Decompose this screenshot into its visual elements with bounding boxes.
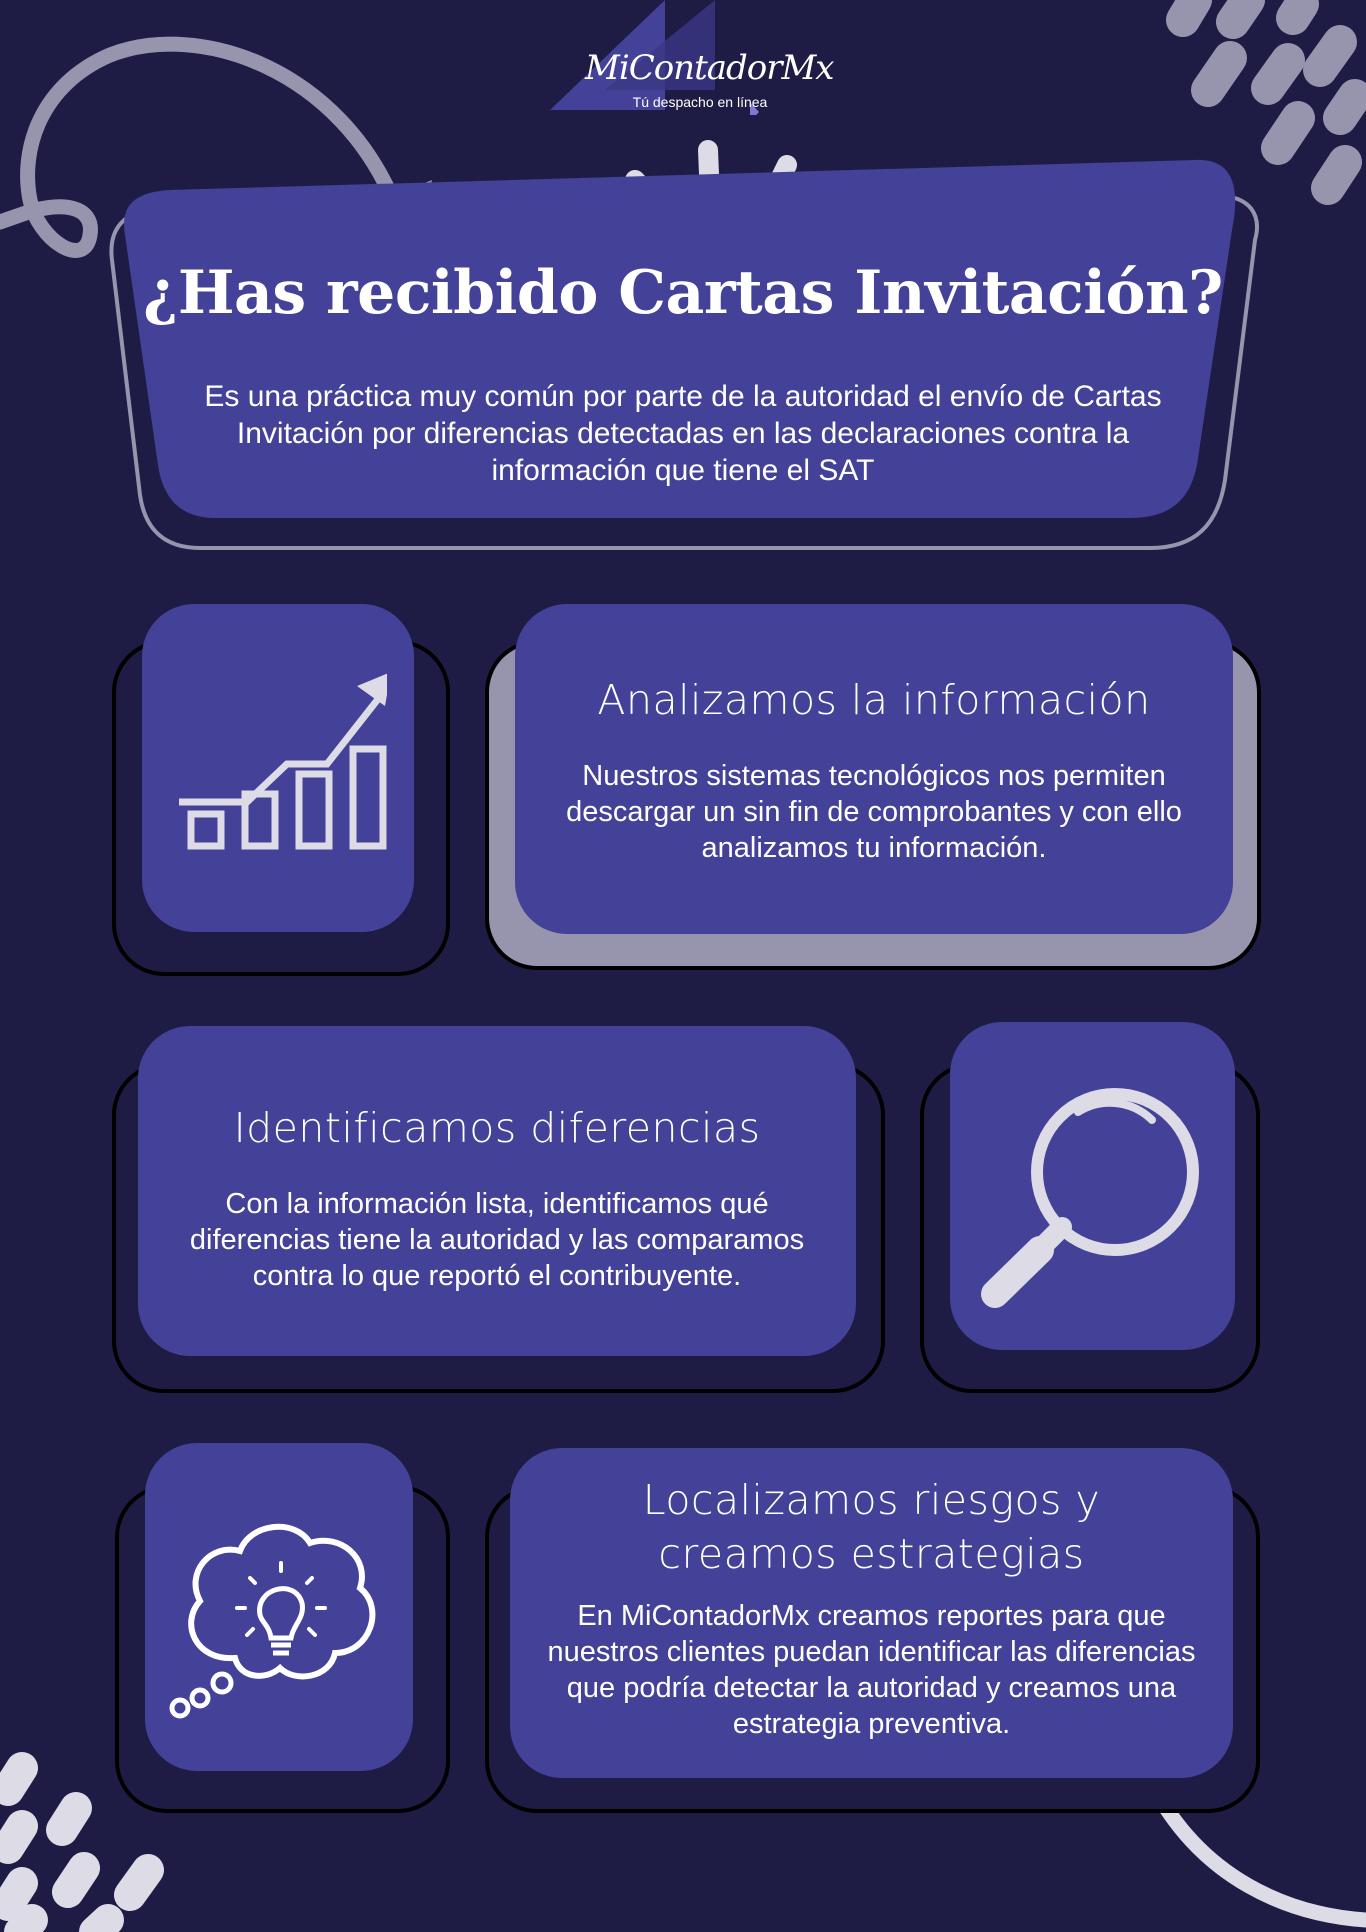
lightbulb-idea-icon — [165, 1503, 395, 1733]
step2-description: Con la información lista, identificamos qué diferencias tiene la autoridad y las comparamos contra lo que reportó el contribuyente. — [189, 1188, 805, 1292]
step3-description: En MiContadorMx creamos reportes para que nuestros clientes puedan identificar las diferencias que podría detectar la autoridad y creamos una estrategia preventiva. — [547, 1600, 1196, 1740]
step1-description: Nuestros sistemas tecnológicos nos permiten descargar un sin fin de comprobantes y con ello analizamos tu información. — [566, 760, 1182, 864]
step1-title: Analizamos la información — [597, 676, 1151, 724]
growth-chart-icon — [177, 664, 387, 864]
magnifying-glass-icon — [970, 1062, 1220, 1312]
hero-description: Es una práctica muy común por parte de la autoridad el envío de Cartas Invitación por diferencias detectadas en las declaraciones contra la información que tiene el SAT — [204, 380, 1162, 487]
step3-icon-card — [145, 1443, 413, 1771]
step1-text-card — [515, 604, 1233, 934]
brand-name: MiContadorMx — [585, 48, 834, 88]
brand-tagline: Tú despacho en línea — [632, 94, 768, 110]
step3-text-card — [510, 1448, 1233, 1778]
step2-text-card — [138, 1026, 856, 1356]
page-title: ¿Has recibido Cartas Invitación? — [143, 258, 1223, 328]
dashes-top-right-icon — [1183, 0, 1355, 188]
step3-title-line2: creamos estrategias — [658, 1530, 1085, 1578]
step1-icon-card — [142, 604, 414, 932]
step2-title: Identificamos diferencias — [233, 1104, 761, 1152]
brand-logo — [545, 0, 834, 115]
step3-title-line1: Localizamos riesgos y — [642, 1476, 1101, 1524]
step2-icon-card — [950, 1022, 1235, 1350]
